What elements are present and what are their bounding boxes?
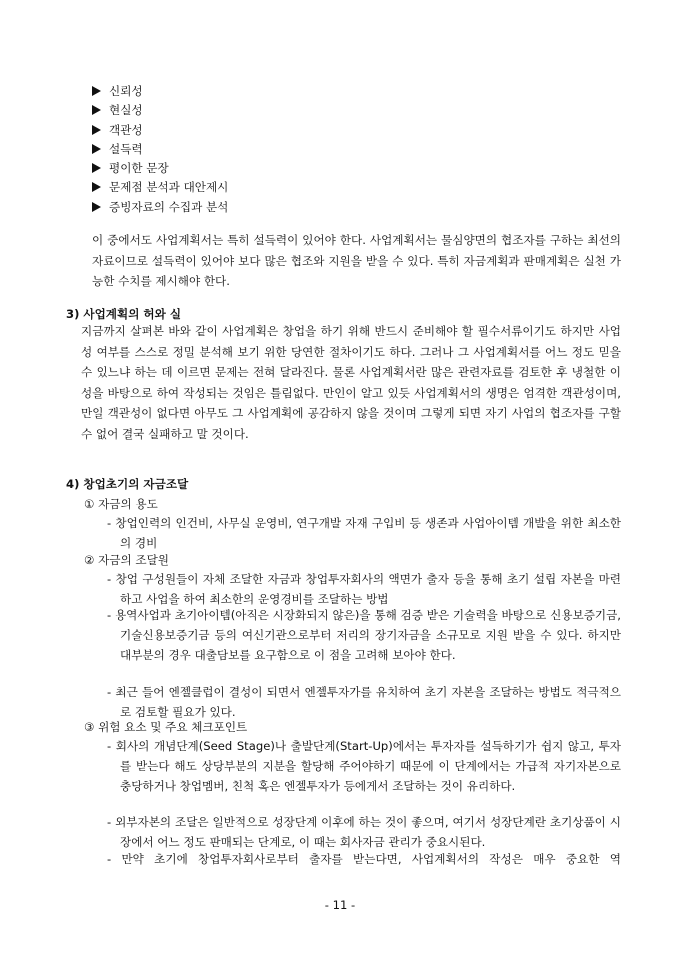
dash-item: - 외부자본의 조달은 일반적으로 성장단계 이후에 하는 것이 좋으며, 여기서 성장단계란 초기상품이 시장에서 어느 정도 판매되는 단계로, 이 때는 회사자금 관리가 중요시된다. bbox=[107, 815, 621, 850]
bullet-item: 현실성 bbox=[92, 101, 228, 120]
triangle-bullet-icon bbox=[92, 125, 101, 135]
triangle-bullet-icon bbox=[92, 163, 101, 173]
dash-item: - 만약 초기에 창업투자회사로부터 출자를 받는다면, 사업계획서의 작성은 매우 중요한 역 bbox=[107, 852, 621, 866]
bullet-item: 신뢰성 bbox=[92, 82, 228, 101]
dash-item: - 창업 구성원들이 자체 조달한 자금과 창업투자회사의 액면가 출자 등을 통해 초기 설립 자본을 마련하고 사업을 하여 최소한의 운영경비를 조달하는 방법 bbox=[107, 572, 621, 607]
page-number: - 11 - bbox=[324, 898, 356, 912]
intro-paragraph: 이 중에서도 사업계획서는 특히 설득력이 있어야 한다. 사업계획서는 물심양면의 협조자를 구하는 최선의 자료이므로 설득력이 있어야 보다 많은 협조와 지원을 받을 수 있다. 특히 자금계획과 판매계획은 실천 가능한 수치를 제시해야 한다. bbox=[92, 233, 621, 289]
bullet-item: 평이한 문장 bbox=[92, 159, 228, 178]
section-3-heading: 3) 사업계획의 허와 실 bbox=[66, 307, 182, 321]
section-3-body: 지금까지 살펴본 바와 같이 사업계획은 창업을 하기 위해 반드시 준비해야 할 필수서류이기도 하지만 사업성 여부를 스스로 정밀 분석해 보기 위한 당연한 절차이기도 하다. 그러나 그 사업계획서를 어느 정도 믿을 수 있느냐 하는 데 이르면 문제는 전혀 달라진다. 물론 사업계획서란 많은 관련자료를 검토한 후 냉철한 이성을 바탕으로 하여 작성되는 것임은 틀림없다. 만인이 알고 있듯 사업계획서의 생명은 엄격한 객관성이며, 만일 객관성이 없다면 아무도 그 사업계획에 공감하지 않을 것이며 그렇게 되면 자기 사업의 협조자를 구할 수 없어 결국 실패하고 말 것이다. bbox=[81, 324, 621, 441]
bullet-item: 증빙자료의 수집과 분석 bbox=[92, 198, 228, 217]
triangle-bullet-icon bbox=[92, 86, 101, 96]
bullet-item: 설득력 bbox=[92, 140, 228, 159]
triangle-bullet-icon bbox=[92, 144, 101, 154]
section-4-heading: 4) 창업초기의 자금조달 bbox=[66, 477, 189, 491]
triangle-bullet-icon bbox=[92, 105, 101, 115]
dash-item: - 회사의 개념단계(Seed Stage)나 출발단계(Start-Up)에서는 투자자를 설득하기가 쉽지 않고, 투자를 받는다 해도 상당부분의 지분을 할당해 주어야하기 때문에 이 단계에서는 가급적 자기자본으로 충당하거나 창업멤버, 친척 혹은 엔젤투자가 등에게서 조달하는 것이 유리하다. bbox=[107, 739, 621, 794]
subsection-funding-use: ① 자금의 용도 bbox=[84, 497, 158, 511]
bullet-item: 객관성 bbox=[92, 121, 228, 140]
triangle-bullet-icon bbox=[92, 202, 101, 212]
subsection-funding-source: ② 자금의 조달원 bbox=[84, 553, 169, 567]
quality-bullet-list bbox=[92, 82, 228, 217]
dash-item: - 창업인력의 인건비, 사무실 운영비, 연구개발 자재 구입비 등 생존과 사업아이템 개발을 위한 최소한의 경비 bbox=[107, 516, 621, 551]
subsection-risk-checkpoints: ③ 위험 요소 및 주요 체크포인트 bbox=[84, 720, 248, 734]
dash-item: - 용역사업과 초기아이템(아직은 시장화되지 않은)을 통해 검증 받은 기술력을 바탕으로 신용보증기금, 기술신용보증기금 등의 여신기관으로부터 저리의 장기자금을 소규모로 지원 받을 수 있다. 하지만 대부분의 경우 대출담보를 요구함으로 이 점을 고려해 보아야 한다. bbox=[107, 608, 621, 663]
bullet-item: 문제점 분석과 대안제시 bbox=[92, 178, 228, 197]
triangle-bullet-icon bbox=[92, 182, 101, 192]
dash-item: - 최근 들어 엔젤클럽이 결성이 되면서 엔젤투자가를 유치하여 초기 자본을 조달하는 방법도 적극적으로 검토할 필요가 있다. bbox=[107, 685, 621, 720]
